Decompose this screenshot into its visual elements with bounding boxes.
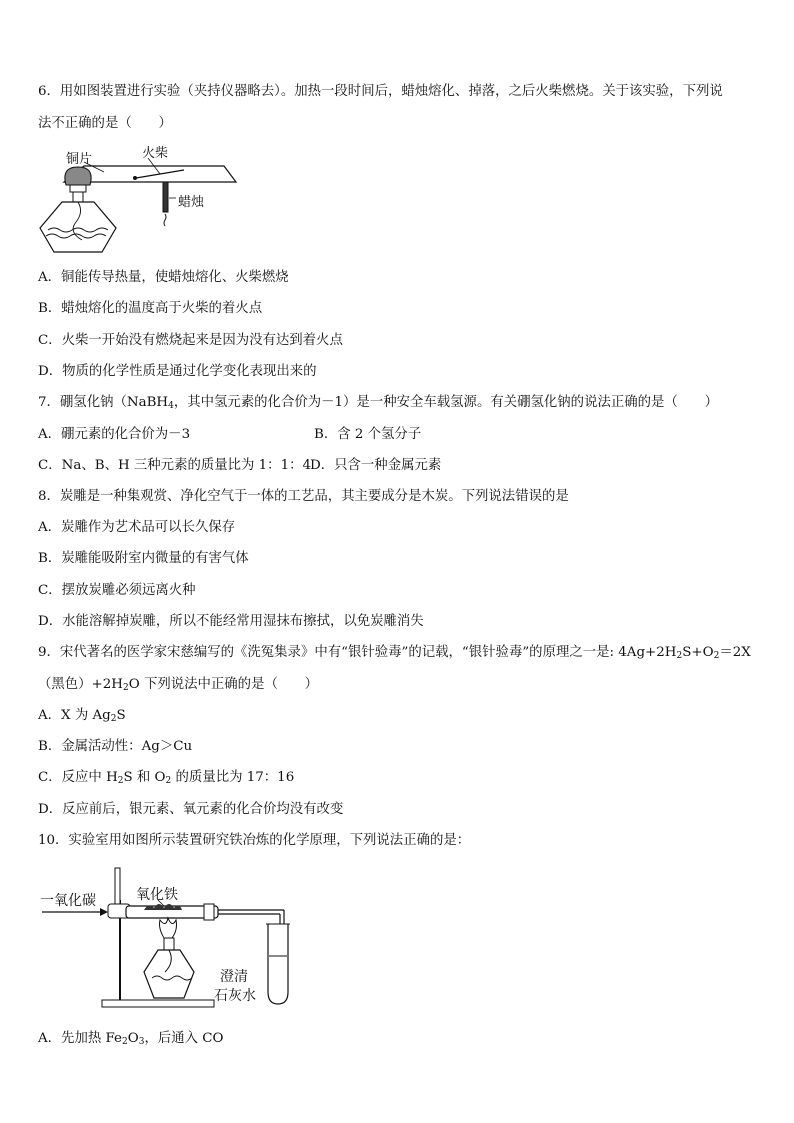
q7-option-b: B．含 2 个氢分子 bbox=[314, 427, 422, 442]
q9-option-c: C．反应中 $H_2S$ 和 $O_2$ 的质量比为 17：16 bbox=[38, 770, 295, 786]
q7-option-d: D．只含一种金属元素 bbox=[310, 458, 442, 473]
q8-option-c: C．摆放炭雕必须远离火种 bbox=[38, 583, 196, 598]
q6-option-d: D．物质的化学性质是通过化学变化表现出来的 bbox=[38, 364, 317, 379]
copper-plate-label: 铜片 bbox=[66, 152, 93, 167]
q9-stem-line2: （黑色）$+2H_2O$ 下列说法中正确的是（ ） bbox=[38, 677, 319, 693]
q6-stem-line2: 法不正确的是（ ） bbox=[38, 116, 172, 131]
q6-option-c: C．火柴一开始没有燃烧起来是因为没有达到着火点 bbox=[38, 333, 343, 348]
q10-stem: 10．实验室用如图所示装置研究铁冶炼的化学原理，下列说法正确的是： bbox=[38, 833, 471, 848]
q8-option-a: A．炭雕作为艺术品可以长久保存 bbox=[38, 520, 236, 535]
q6-option-b: B．蜡烛熔化的温度高于火柴的着火点 bbox=[38, 301, 263, 316]
q7-option-a: A．硼元素的化合价为－3 bbox=[38, 427, 191, 442]
q7-stem: 7．硼氢化钠（NaBH$_4$，其中氢元素的化合价为－1）是一种安全车载氢源。有关硼氢化钠的说法正确的是（ ） bbox=[38, 395, 718, 411]
q8-stem: 8．炭雕是一种集观赏、净化空气于一体的工艺品，其主要成分是木炭。下列说法错误的是 bbox=[38, 489, 569, 504]
q10-option-a: A．先加热 $Fe_2O_3$，后通入 CO bbox=[38, 1031, 224, 1047]
q7-option-c: C．Na、B、H 三种元素的质量比为 1：1：4 bbox=[38, 458, 312, 473]
q6-stem-line1: 6．用如图装置进行实验（夹持仪器略去）。加热一段时间后，蜡烛熔化、掉落，之后火柴燃烧。关于该实验，下列说 bbox=[38, 84, 723, 99]
q9-option-b: B．金属活动性：Ag＞Cu bbox=[38, 739, 193, 754]
q9-option-d: D．反应前后，银元素、氧元素的化合价均没有改变 bbox=[38, 802, 344, 817]
q9-option-a: A．X 为 $Ag_2S$ bbox=[38, 708, 126, 724]
limewater-label-line1: 澄清 bbox=[220, 969, 248, 985]
q8-option-d: D．水能溶解掉炭雕，所以不能经常用湿抹布擦拭，以免炭雕消失 bbox=[38, 614, 424, 629]
co-label: 一氧化碳 bbox=[40, 893, 96, 909]
limewater-label-line2: 石灰水 bbox=[214, 988, 256, 1004]
q6-option-a: A．铜能传导热量，使蜡烛熔化、火柴燃烧 bbox=[38, 270, 289, 285]
candle-label: 蜡烛 bbox=[178, 195, 205, 210]
match-label: 火柴 bbox=[142, 146, 169, 161]
q8-option-b: B．炭雕能吸附室内微量的有害气体 bbox=[38, 551, 249, 566]
q9-stem-line1: 9．宋代著名的医学家宋慈编写的《洗冤集录》中有“银针验毒”的记载，“银针验毒”的原理之一是: $4Ag+2H_2S+O_2=2X$ bbox=[38, 645, 751, 661]
iron-oxide-label: 氧化铁 bbox=[136, 887, 178, 903]
